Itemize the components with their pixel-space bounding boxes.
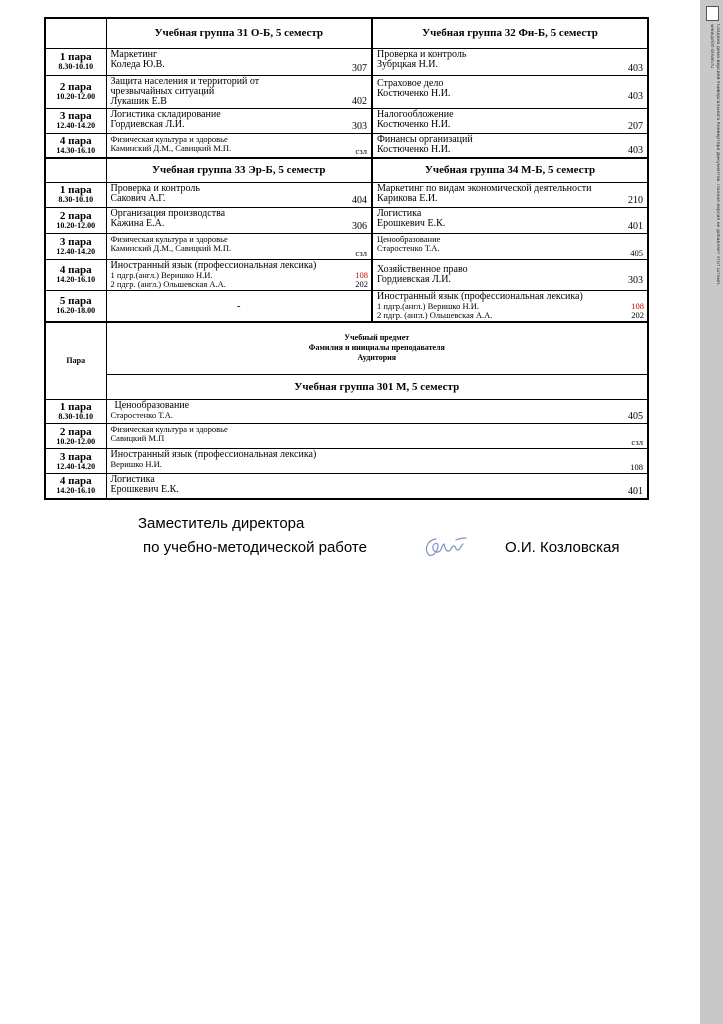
schedule-table [44, 17, 649, 500]
teacher: Веришко Н.И. [110, 459, 162, 469]
para-number: 3 пара [59, 450, 92, 463]
teacher: Гордиевская Л.И. [377, 273, 451, 285]
handwritten-signature-icon [422, 534, 468, 560]
room: 405 [630, 247, 643, 258]
para-cell [45, 449, 106, 474]
room: 401 [628, 485, 643, 497]
para-cell [45, 259, 106, 290]
para-time: 10.20-12.00 [56, 436, 96, 446]
para-cell [45, 75, 106, 108]
subject: Защита населения и территорий от чрезвычайных ситуаций [110, 75, 260, 97]
para-cell [45, 133, 106, 158]
para-number: 3 пара [59, 235, 92, 248]
subject: Проверка и контроль [110, 182, 200, 194]
subgroup-room: 108 [355, 269, 368, 280]
subject: Иностранный язык (профессиональная лексика) [377, 290, 583, 302]
teacher: Ерошкевич Е.К. [377, 217, 446, 229]
subgroup-teacher: 1 пдгр.(англ.) Веришко Н.И. [377, 300, 480, 311]
para-number: 1 пара [59, 184, 92, 196]
legend-teacher: Фамилия и инициалы преподавателя [308, 343, 445, 353]
lesson-cell [372, 75, 648, 108]
para-number: 1 пара [59, 51, 92, 63]
legend-subject: Учебный предмет [344, 333, 410, 343]
subject: Страховое дело [377, 77, 444, 89]
lesson-cell [372, 182, 648, 207]
para-number: 5 пара [59, 295, 92, 307]
lesson-cell [106, 108, 372, 133]
room: 403 [628, 145, 643, 156]
para-time: 8.30-10.10 [58, 195, 94, 204]
room: 402 [352, 95, 367, 107]
table-row [45, 449, 648, 474]
lesson-cell [106, 48, 372, 75]
lesson-cell [372, 207, 648, 233]
subject: Ценообразование [377, 233, 441, 244]
para-number: 2 пара [59, 209, 92, 222]
lesson-cell [372, 48, 648, 75]
teacher: Сакович А.Г. [110, 192, 166, 204]
subject: Ценообразование [114, 400, 190, 411]
table-row [45, 233, 648, 259]
teacher: Костюченко Н.И. [377, 118, 451, 130]
para-time: 8.30-10.10 [58, 62, 94, 71]
teacher: Каминский Д.М., Савицкий М.П. [110, 242, 232, 253]
para-cell [45, 424, 106, 449]
subgroup-teacher: 1 пдгр.(англ.) Веришко Н.И. [110, 269, 213, 280]
subject: Маркетинг по видам экономической деятельности [377, 182, 592, 194]
para-legend: Пара [45, 322, 106, 400]
converter-watermark-sidebar [700, 0, 723, 1024]
room: 405 [628, 411, 643, 422]
subject: Физическая культура и здоровье [110, 424, 228, 434]
table-row [45, 400, 648, 424]
empty-header-cell [45, 18, 106, 48]
teacher: Каминский Д.М., Савицкий М.П. [110, 142, 232, 153]
para-time: 12.40-14.20 [56, 121, 96, 130]
lesson-cell [106, 424, 648, 449]
para-time: 8.30-10.10 [58, 412, 94, 421]
subgroup-room: 202 [631, 309, 644, 320]
subgroup-room: 202 [355, 278, 368, 289]
para-cell [45, 182, 106, 207]
room: 108 [630, 462, 643, 472]
subject: Логистика [377, 207, 422, 219]
subject: Проверка и контроль [377, 48, 467, 60]
lesson-cell [372, 233, 648, 259]
subgroup-line [377, 311, 644, 320]
para-time: 10.20-12.00 [56, 220, 96, 230]
table-row [45, 290, 648, 322]
signature-title-line2: по учебно-методической работе [143, 539, 367, 556]
para-cell [45, 400, 106, 424]
lesson-cell [106, 400, 648, 424]
para-number: 2 пара [59, 81, 92, 93]
teacher: Ерошкевич Е.К. [110, 484, 179, 495]
group-header: Учебная группа 33 Эр-Б, 5 семестр [106, 158, 372, 182]
subject: Маркетинг [110, 48, 158, 60]
room: 306 [352, 220, 367, 232]
room: 403 [628, 90, 643, 102]
group-header: Учебная группа 34 М-Б, 5 семестр [372, 158, 648, 182]
subgroup-line [111, 280, 369, 289]
group-header: Учебная группа 31 О-Б, 5 семестр [106, 18, 372, 48]
room: сзл [355, 247, 367, 258]
signature-title-line1: Заместитель директора [138, 515, 305, 532]
empty-lesson-cell: - [106, 290, 372, 322]
para-number: 4 пара [59, 264, 92, 276]
subgroup-room: 108 [631, 300, 644, 311]
lesson-cell [106, 449, 648, 474]
para-number: 4 пара [59, 475, 92, 488]
para-time: 16.20-18.00 [56, 306, 96, 315]
room: сзл [355, 146, 367, 156]
subgroup-teacher: 2 пдгр. (англ.) Ольшевская А.А. [110, 278, 226, 289]
subject: Финансы организаций [377, 133, 473, 145]
lesson-cell [372, 108, 648, 133]
lesson-cell [106, 207, 372, 233]
empty-header-cell [45, 158, 106, 182]
subject: Физическая культура и здоровье [110, 233, 228, 244]
converter-logo-icon [706, 6, 719, 21]
subject: Физическая культура и здоровье [110, 133, 228, 144]
teacher: Костюченко Н.И. [377, 87, 451, 99]
lesson-cell [106, 133, 372, 158]
group-header: Учебная группа 301 М, 5 семестр [106, 375, 648, 400]
teacher: Костюченко Н.И. [377, 143, 451, 155]
subject: Иностранный язык (профессиональная лексика) [110, 259, 317, 271]
subject: Логистика складирование [110, 108, 221, 120]
lesson-cell [106, 182, 372, 207]
table-row [45, 207, 648, 233]
subject: Хозяйственное право [377, 263, 468, 275]
para-cell [45, 290, 106, 322]
para-number: 4 пара [59, 134, 92, 147]
lesson-cell [372, 133, 648, 158]
group-header: Учебная группа 32 Фн-Б, 5 семестр [372, 18, 648, 48]
table-row [45, 75, 648, 108]
teacher: Коледа Ю.В. [110, 58, 165, 70]
para-time: 10.20-12.00 [56, 92, 96, 101]
lesson-cell [106, 75, 372, 108]
para-cell [45, 233, 106, 259]
para-number: 3 пара [59, 110, 92, 122]
signature-name: О.И. Козловская [505, 539, 620, 556]
legend-cell [106, 322, 648, 375]
table-row [45, 108, 648, 133]
lesson-cell [106, 233, 372, 259]
table-row [45, 133, 648, 158]
room: 404 [352, 194, 367, 206]
lesson-cell [372, 259, 648, 290]
para-time: 14.30-16.10 [56, 145, 96, 155]
para-time: 12.40-14.20 [56, 246, 96, 256]
lesson-cell [372, 290, 648, 322]
room: 303 [352, 120, 367, 132]
para-cell [45, 207, 106, 233]
table-row [45, 424, 648, 449]
lesson-cell [106, 474, 648, 499]
table-row [45, 259, 648, 290]
para-number: 2 пара [59, 425, 92, 438]
teacher: Старостенко Т.А. [110, 410, 173, 420]
para-time: 14.20-16.10 [56, 275, 96, 284]
room: 403 [628, 62, 643, 74]
teacher: Карикова Е.И. [377, 192, 438, 204]
room: 401 [628, 220, 643, 232]
teacher: Зубрцкая Н.И. [377, 58, 439, 70]
para-number: 1 пара [59, 401, 92, 413]
para-time: 14.20-16.10 [56, 486, 96, 496]
subject: Логистика [110, 474, 155, 485]
teacher: Кажина Е.А. [110, 217, 165, 229]
watermark-text: Создано демо-версией Универсального Конвертера Документов. Полная версия не добавляет этот штамп. www.print-driver.ru [709, 24, 720, 286]
teacher: Старостенко Т.А. [377, 242, 440, 253]
legend-room: Аудитория [357, 353, 397, 363]
teacher: Савицкий М.П [110, 433, 165, 443]
teacher: Гордиевская Л.И. [110, 118, 185, 130]
para-cell [45, 108, 106, 133]
subject: Иностранный язык (профессиональная лексика) [110, 449, 317, 460]
teacher: Лукашик Е.В [110, 95, 167, 107]
lesson-cell [106, 259, 372, 290]
subgroup-teacher: 2 пдгр. (англ.) Ольшевская А.А. [377, 309, 493, 320]
subject: Налогообложение [377, 108, 454, 120]
para-time: 12.40-14.20 [56, 461, 96, 471]
subject: Организация производства [110, 207, 226, 219]
room: сзл [631, 437, 643, 447]
room: 207 [628, 120, 643, 132]
table-row [45, 182, 648, 207]
table-row [45, 48, 648, 75]
room: 307 [352, 62, 367, 74]
table-row [45, 474, 648, 499]
para-cell [45, 48, 106, 75]
room: 210 [628, 194, 643, 206]
room: 303 [628, 274, 643, 286]
para-cell [45, 474, 106, 499]
